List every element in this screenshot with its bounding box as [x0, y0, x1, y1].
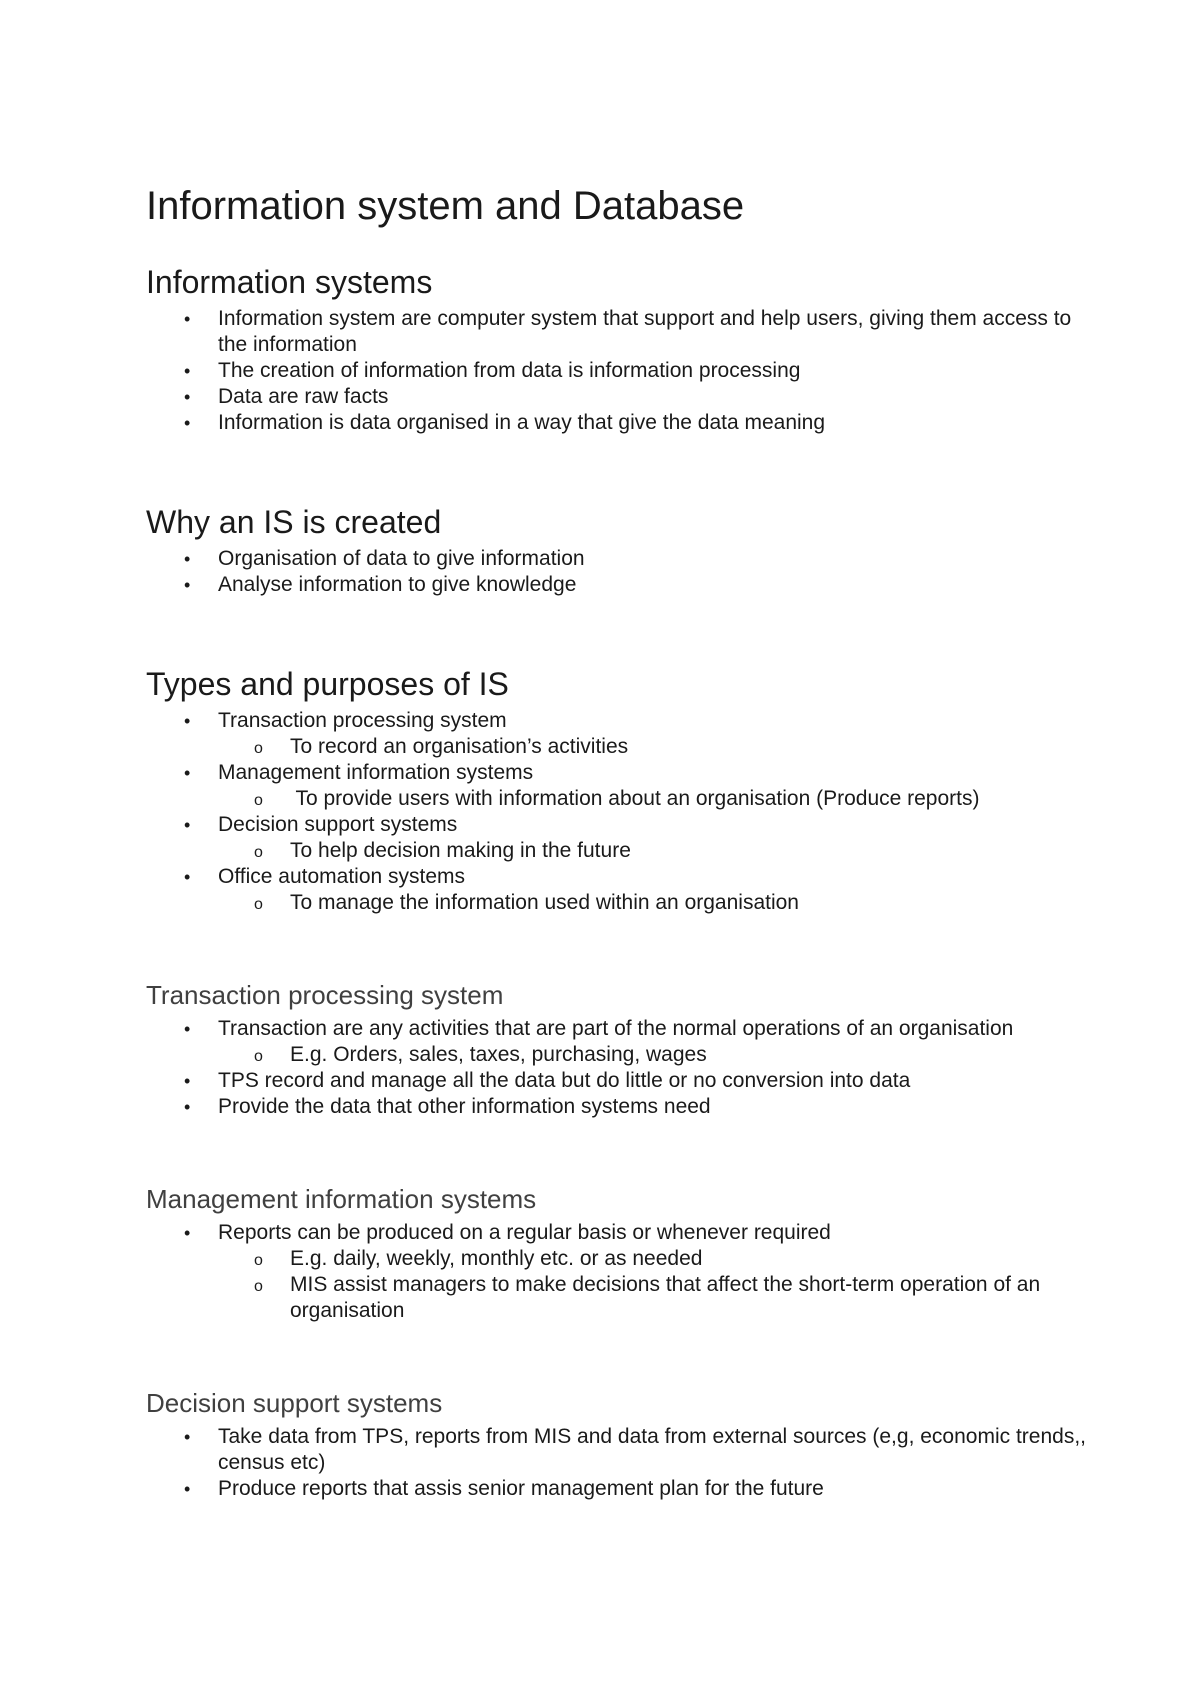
hollow-bullet-icon: o	[254, 1252, 263, 1269]
list-item	[146, 812, 1086, 864]
bullet-icon: •	[184, 549, 191, 569]
bullet-icon: •	[184, 387, 191, 407]
sub-bullet-list	[218, 890, 1086, 916]
bullet-list	[146, 306, 1086, 436]
sub-list-item	[218, 1272, 1086, 1324]
bullet-list	[146, 1220, 1086, 1324]
hollow-bullet-icon: o	[254, 1278, 263, 1295]
list-item-text: Reports can be produced on a regular basis or whenever required	[218, 1221, 831, 1244]
sub-bullet-list	[218, 734, 1086, 760]
sub-list-item	[218, 890, 1086, 916]
bullet-list	[146, 1424, 1086, 1502]
bullet-icon: •	[184, 361, 191, 381]
list-item	[146, 306, 1086, 358]
list-item	[146, 358, 1086, 384]
sub-list-item	[218, 734, 1086, 760]
list-item-text: Analyse information to give knowledge	[218, 573, 577, 596]
subsection-heading: Management information systems	[146, 1184, 537, 1214]
bullet-icon: •	[184, 711, 191, 731]
sub-list-item-text: To manage the information used within an organisation	[290, 891, 799, 914]
list-item	[146, 760, 1086, 812]
subsection-heading: Decision support systems	[146, 1388, 443, 1418]
sub-list-item-text: To record an organisation’s activities	[290, 735, 629, 758]
list-item-text: Information is data organised in a way that give the data meaning	[218, 411, 826, 434]
bullet-icon: •	[184, 763, 191, 783]
bullet-icon: •	[184, 867, 191, 887]
section-heading: Types and purposes of IS	[146, 666, 509, 702]
list-item	[146, 1220, 1086, 1324]
hollow-bullet-icon: o	[254, 896, 263, 913]
document-title: Information system and Database	[146, 184, 745, 228]
subsection-heading: Transaction processing system	[146, 980, 504, 1010]
bullet-icon: •	[184, 1223, 191, 1243]
list-item	[146, 708, 1086, 760]
bullet-icon: •	[184, 1479, 191, 1499]
bullet-icon: •	[184, 815, 191, 835]
bullet-list	[146, 1016, 1086, 1120]
sub-list-item-text: MIS assist managers to make decisions that affect the short-term operation of an organisation	[290, 1273, 1041, 1322]
hollow-bullet-icon: o	[254, 1048, 263, 1065]
list-item	[146, 1068, 1086, 1094]
bullet-icon: •	[184, 1071, 191, 1091]
list-item-text: Decision support systems	[218, 813, 458, 836]
list-item-text: Information system are computer system that support and help users, giving them access to the information	[218, 307, 1072, 356]
bullet-list	[146, 708, 1086, 916]
list-item-text: Produce reports that assis senior management plan for the future	[218, 1477, 824, 1500]
list-item-text: Office automation systems	[218, 865, 466, 888]
list-item-text: Management information systems	[218, 761, 534, 784]
list-item	[146, 1424, 1086, 1476]
sub-bullet-list	[218, 1246, 1086, 1324]
list-item	[146, 384, 1086, 410]
sub-list-item-text: To help decision making in the future	[290, 839, 631, 862]
list-item	[146, 1016, 1086, 1068]
bullet-list	[146, 546, 1086, 598]
bullet-icon: •	[184, 1019, 191, 1039]
list-item	[146, 572, 1086, 598]
sub-bullet-list	[218, 1042, 1086, 1068]
list-item-text: Transaction processing system	[218, 709, 507, 732]
sub-list-item-text: E.g. Orders, sales, taxes, purchasing, wages	[290, 1043, 707, 1066]
list-item-text: Organisation of data to give information	[218, 547, 585, 570]
sub-bullet-list	[218, 786, 1086, 812]
list-item-text: Transaction are any activities that are part of the normal operations of an organisation	[218, 1017, 1014, 1040]
list-item-text: Provide the data that other information systems need	[218, 1095, 711, 1118]
hollow-bullet-icon: o	[254, 844, 263, 861]
sub-list-item	[218, 786, 1086, 812]
list-item-text: Data are raw facts	[218, 385, 389, 408]
sub-list-item-text: E.g. daily, weekly, monthly etc. or as needed	[290, 1247, 703, 1270]
document-page	[146, 180, 1086, 1502]
sub-list-item	[218, 1246, 1086, 1272]
hollow-bullet-icon: o	[254, 740, 263, 757]
sub-list-item	[218, 838, 1086, 864]
sub-bullet-list	[218, 838, 1086, 864]
hollow-bullet-icon: o	[254, 792, 263, 809]
list-item	[146, 864, 1086, 916]
section-heading: Information systems	[146, 264, 433, 300]
list-item	[146, 546, 1086, 572]
list-item-text: The creation of information from data is information processing	[218, 359, 801, 382]
sub-list-item	[218, 1042, 1086, 1068]
sub-list-item-text: To provide users with information about an organisation (Produce reports)	[290, 787, 980, 810]
section-heading: Why an IS is created	[146, 504, 442, 540]
bullet-icon: •	[184, 309, 191, 329]
list-item	[146, 1094, 1086, 1120]
bullet-icon: •	[184, 413, 191, 433]
list-item-text: Take data from TPS, reports from MIS and data from external sources (e,g, economic trends,, census etc)	[218, 1425, 1086, 1474]
list-item-text: TPS record and manage all the data but do little or no conversion into data	[218, 1069, 911, 1092]
bullet-icon: •	[184, 1097, 191, 1117]
bullet-icon: •	[184, 1427, 191, 1447]
list-item	[146, 1476, 1086, 1502]
bullet-icon: •	[184, 575, 191, 595]
list-item	[146, 410, 1086, 436]
